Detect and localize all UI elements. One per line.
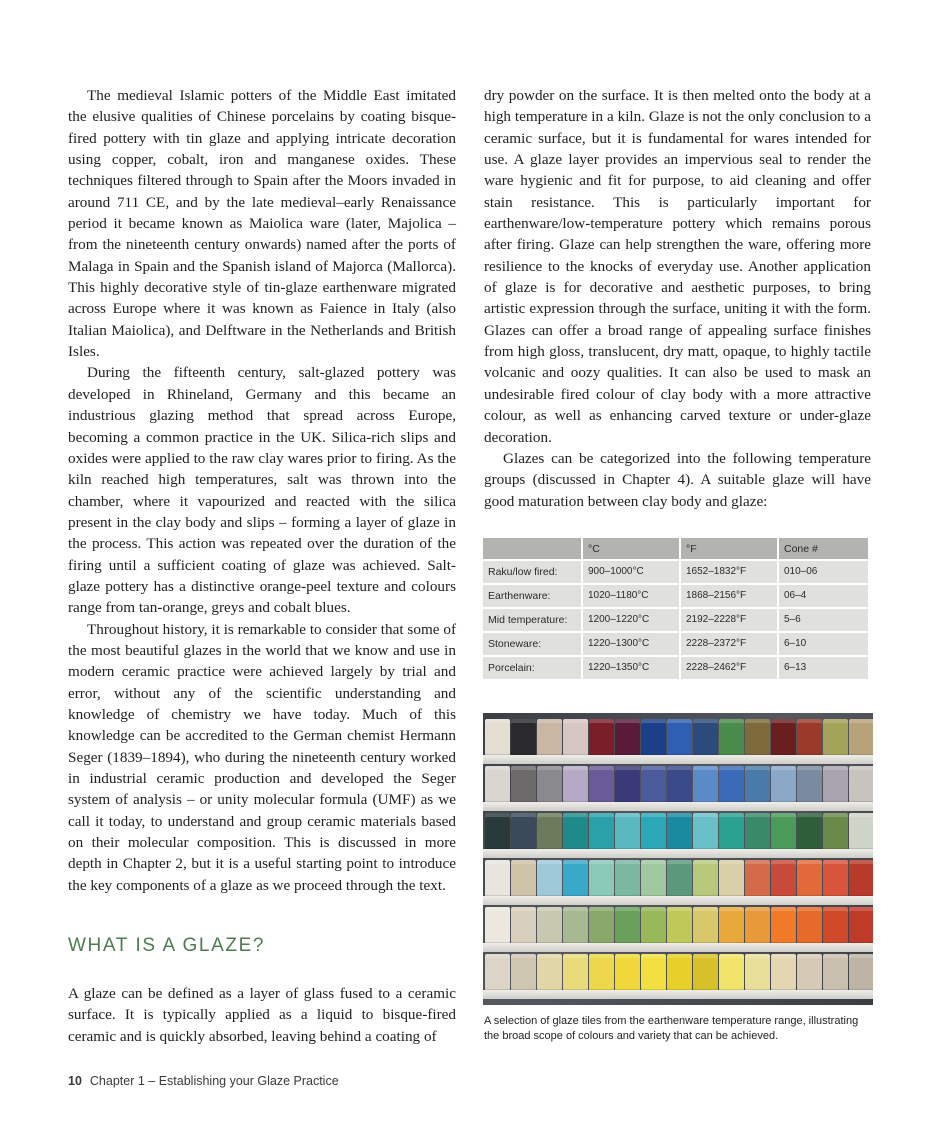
glaze-tile: [589, 907, 614, 947]
table-row: [483, 560, 869, 584]
glaze-tile: [641, 813, 666, 853]
glaze-tile: [641, 954, 666, 994]
glaze-tile: [511, 954, 536, 994]
glaze-tile: [485, 860, 510, 900]
table-header-cell: Cone #: [778, 538, 869, 560]
table-cell: 06–4: [778, 584, 869, 608]
table-header-cell: °F: [680, 538, 778, 560]
glaze-tile: [797, 907, 822, 947]
glaze-tile: [693, 907, 718, 947]
table-row: [483, 632, 869, 656]
table-cell: 900–1000°C: [582, 560, 680, 584]
glaze-tile: [511, 766, 536, 806]
table-cell: 2228–2372°F: [680, 632, 778, 656]
glaze-tile: [797, 766, 822, 806]
table-cell: 1020–1180°C: [582, 584, 680, 608]
glaze-tile: [485, 954, 510, 994]
glaze-tile: [693, 719, 718, 759]
table-row: [483, 584, 869, 608]
table-row: [483, 656, 869, 680]
glaze-tile: [511, 719, 536, 759]
table-cell: Earthenware:: [483, 584, 582, 608]
glaze-tile: [485, 766, 510, 806]
section-heading: WHAT IS A GLAZE?: [68, 935, 266, 956]
glaze-tile: [693, 954, 718, 994]
photo-caption: A selection of glaze tiles from the earthenware temperature range, illustrating the broad scope of colours and variety that can be achieved.: [484, 1015, 859, 1042]
glaze-tile: [823, 813, 848, 853]
table-cell: 1220–1300°C: [582, 632, 680, 656]
glaze-tile: [823, 766, 848, 806]
glaze-tile: [693, 860, 718, 900]
glaze-tile: [563, 813, 588, 853]
table-cell: 2192–2228°F: [680, 608, 778, 632]
left-column: [68, 85, 456, 896]
glaze-tile: [849, 954, 873, 994]
glaze-tile: [797, 860, 822, 900]
table-header-cell: °C: [582, 538, 680, 560]
glaze-tile: [823, 954, 848, 994]
table-cell: Porcelain:: [483, 656, 582, 680]
tile-stand: [483, 849, 873, 858]
body-paragraph: Glazes can be categorized into the following temperature groups (discussed in Chapter 4). A suitable glaze will have good maturation between clay body and glaze:: [484, 449, 871, 510]
table-cell: 6–13: [778, 656, 869, 680]
glaze-tile: [641, 766, 666, 806]
glaze-tile: [563, 719, 588, 759]
glaze-tile: [641, 860, 666, 900]
glaze-tile: [589, 860, 614, 900]
glaze-tile: [589, 766, 614, 806]
glaze-tile: [537, 719, 562, 759]
glaze-tile: [719, 766, 744, 806]
body-paragraph: Throughout history, it is remarkable to consider that some of the most beautiful glazes in the world that we know and use in modern ceramic practice were achieved largely by trial and error, without any of the scientific understanding and knowledge of chemistry we have today. Much of this knowledge can be accredited to the German chemist Hermann Seger (1839–1894), who during the nineteenth century worked in industrial ceramic production and developed the Seger system of analysis – or unity molecular formula (UMF) as we call it today, to understand and group ceramic materials based on their molecular composition. This is discussed in more depth in Chapter 2, but it is a useful starting point to introduce the key components of a glaze as we proceed through the text.: [68, 620, 456, 894]
glaze-tile: [771, 907, 796, 947]
glaze-tile: [849, 813, 873, 853]
glaze-tile: [563, 954, 588, 994]
glaze-tile: [667, 907, 692, 947]
glaze-tile: [563, 907, 588, 947]
body-paragraph: dry powder on the surface. It is then melted onto the body at a high temperature in a kiln. Glaze is not the only conclusion to a ceramic surface, but it is fundamental for wares intended for use. A glaze layer provides an impervious seal to render the ware hygienic and fit for purpose, to aid cleaning and offer stain resistance. This is particularly important for earthenware/low-temperature pottery which remains porous after firing. Glaze can help strengthen the ware, offering more resilience to the knocks of everyday use. Another application of glaze is for decorative and aesthetic purposes, to bring artistic expression through the surface, uniting it with the form. Glazes can offer a broad range of appealing surface finishes from high gloss, translucent, dry matt, opaque, to highly tactile volcanic and oozy qualities. It can also be used to mask an undesirable fired colour of clay body with a more attractive colour, as well as enhancing carved texture or under-glaze decoration.: [484, 87, 871, 446]
glaze-tile: [771, 766, 796, 806]
page-number: 10: [68, 1074, 82, 1088]
glaze-tile: [563, 766, 588, 806]
glaze-tile: [615, 860, 640, 900]
glaze-tile: [849, 907, 873, 947]
glaze-tile: [823, 860, 848, 900]
running-title: Chapter 1 – Establishing your Glaze Practice: [89, 1074, 339, 1088]
table-cell: 6–10: [778, 632, 869, 656]
glaze-tile: [511, 860, 536, 900]
glaze-tile: [537, 860, 562, 900]
glaze-tile: [537, 813, 562, 853]
table-cell: Stoneware:: [483, 632, 582, 656]
glaze-tile: [849, 766, 873, 806]
glaze-tile: [771, 860, 796, 900]
glaze-tile: [615, 813, 640, 853]
glaze-tile: [719, 719, 744, 759]
glaze-tile: [667, 813, 692, 853]
glaze-tile: [745, 954, 770, 994]
glaze-tile: [615, 954, 640, 994]
glaze-tile: [823, 719, 848, 759]
tile-stand: [483, 802, 873, 811]
glaze-tile: [797, 813, 822, 853]
table-cell: 2228–2462°F: [680, 656, 778, 680]
table-row: [483, 608, 869, 632]
glaze-tile: [693, 766, 718, 806]
temperature-table: [483, 538, 870, 681]
glaze-tile: [589, 719, 614, 759]
tile-stand: [483, 896, 873, 905]
glaze-tile: [719, 860, 744, 900]
glaze-tile: [511, 907, 536, 947]
glaze-tile: [485, 813, 510, 853]
table-header-cell: [483, 538, 582, 560]
glaze-tile: [849, 860, 873, 900]
table-cell: Raku/low fired:: [483, 560, 582, 584]
glaze-tile: [719, 954, 744, 994]
glaze-tile: [589, 813, 614, 853]
right-column: [484, 85, 871, 512]
glaze-tile: [745, 766, 770, 806]
table-cell: Mid temperature:: [483, 608, 582, 632]
body-paragraph: A glaze can be defined as a layer of glass fused to a ceramic surface. It is typically applied as a liquid to bisque-fired ceramic and is quickly absorbed, leaving behind a coating of: [68, 985, 456, 1045]
table-cell: 1220–1350°C: [582, 656, 680, 680]
table-cell: 1200–1220°C: [582, 608, 680, 632]
glaze-tile: [693, 813, 718, 853]
glaze-tile: [563, 860, 588, 900]
glaze-tile: [849, 719, 873, 759]
glaze-tiles-photo: [483, 713, 873, 1005]
glaze-tile: [537, 907, 562, 947]
tile-stand: [483, 755, 873, 764]
table-cell: 1868–2156°F: [680, 584, 778, 608]
glaze-tile: [589, 954, 614, 994]
glaze-tile: [771, 813, 796, 853]
glaze-tile: [719, 813, 744, 853]
glaze-tile: [771, 719, 796, 759]
glaze-tile: [537, 766, 562, 806]
body-paragraph: The medieval Islamic potters of the Middle East imitated the elusive qualities of Chinese porcelains by coating bisque-fired pottery with tin glaze and applying intricate decoration using copper, cobalt, iron and manganese oxides. These techniques filtered through to Spain after the Moors invaded in around 711 CE, and by the late medieval–early Renaissance period it became known as Maiolica ware (later, Majolica – from the nineteenth century onwards) named after the ports of Malaga in Spain and the Spanish island of Majorca (Mallorca). This highly decorative style of tin-glaze earthenware migrated across Europe where it was known as Faience in Italy (also Italian Maiolica), and Delftware in the Netherlands and British Isles.: [68, 87, 456, 361]
glaze-tile: [797, 719, 822, 759]
glaze-tile: [615, 907, 640, 947]
glaze-tile: [641, 719, 666, 759]
glaze-tile: [615, 766, 640, 806]
glaze-tile: [667, 766, 692, 806]
table-cell: 1652–1832°F: [680, 560, 778, 584]
glaze-tile: [485, 907, 510, 947]
glaze-tile: [537, 954, 562, 994]
glaze-tile: [641, 907, 666, 947]
glaze-tile: [667, 719, 692, 759]
glaze-tile: [745, 907, 770, 947]
table-header-row: [483, 538, 869, 560]
section-body: [68, 983, 456, 1047]
glaze-tile: [771, 954, 796, 994]
glaze-tile: [745, 719, 770, 759]
body-paragraph: During the fifteenth century, salt-glazed pottery was developed in Rhineland, Germany and this became an industrious glazing method that spread across Europe, becoming a common practice in the UK. Silica-rich slips and oxides were applied to the raw clay wares prior to firing. As the kiln reached high temperatures, salt was thrown into the chamber, where it vapourized and reacted with the silica present in the clay body and slips – forming a layer of glaze in the process. This action was repeated over the duration of the firing until a sufficient coating of glaze was achieved. Salt-glaze pottery has a distinctive orange-peel texture and colours range from tan-orange, greys and cobalt blues.: [68, 364, 456, 617]
glaze-tile: [667, 860, 692, 900]
glaze-tile: [745, 813, 770, 853]
page-footer: [68, 1074, 339, 1088]
glaze-tile: [667, 954, 692, 994]
glaze-tile: [719, 907, 744, 947]
glaze-tile: [511, 813, 536, 853]
glaze-tile: [823, 907, 848, 947]
glaze-tile: [745, 860, 770, 900]
glaze-tile: [797, 954, 822, 994]
tile-stand: [483, 990, 873, 999]
table-cell: 010–06: [778, 560, 869, 584]
glaze-tile: [485, 719, 510, 759]
table-cell: 5–6: [778, 608, 869, 632]
tile-stand: [483, 943, 873, 952]
glaze-tile: [615, 719, 640, 759]
